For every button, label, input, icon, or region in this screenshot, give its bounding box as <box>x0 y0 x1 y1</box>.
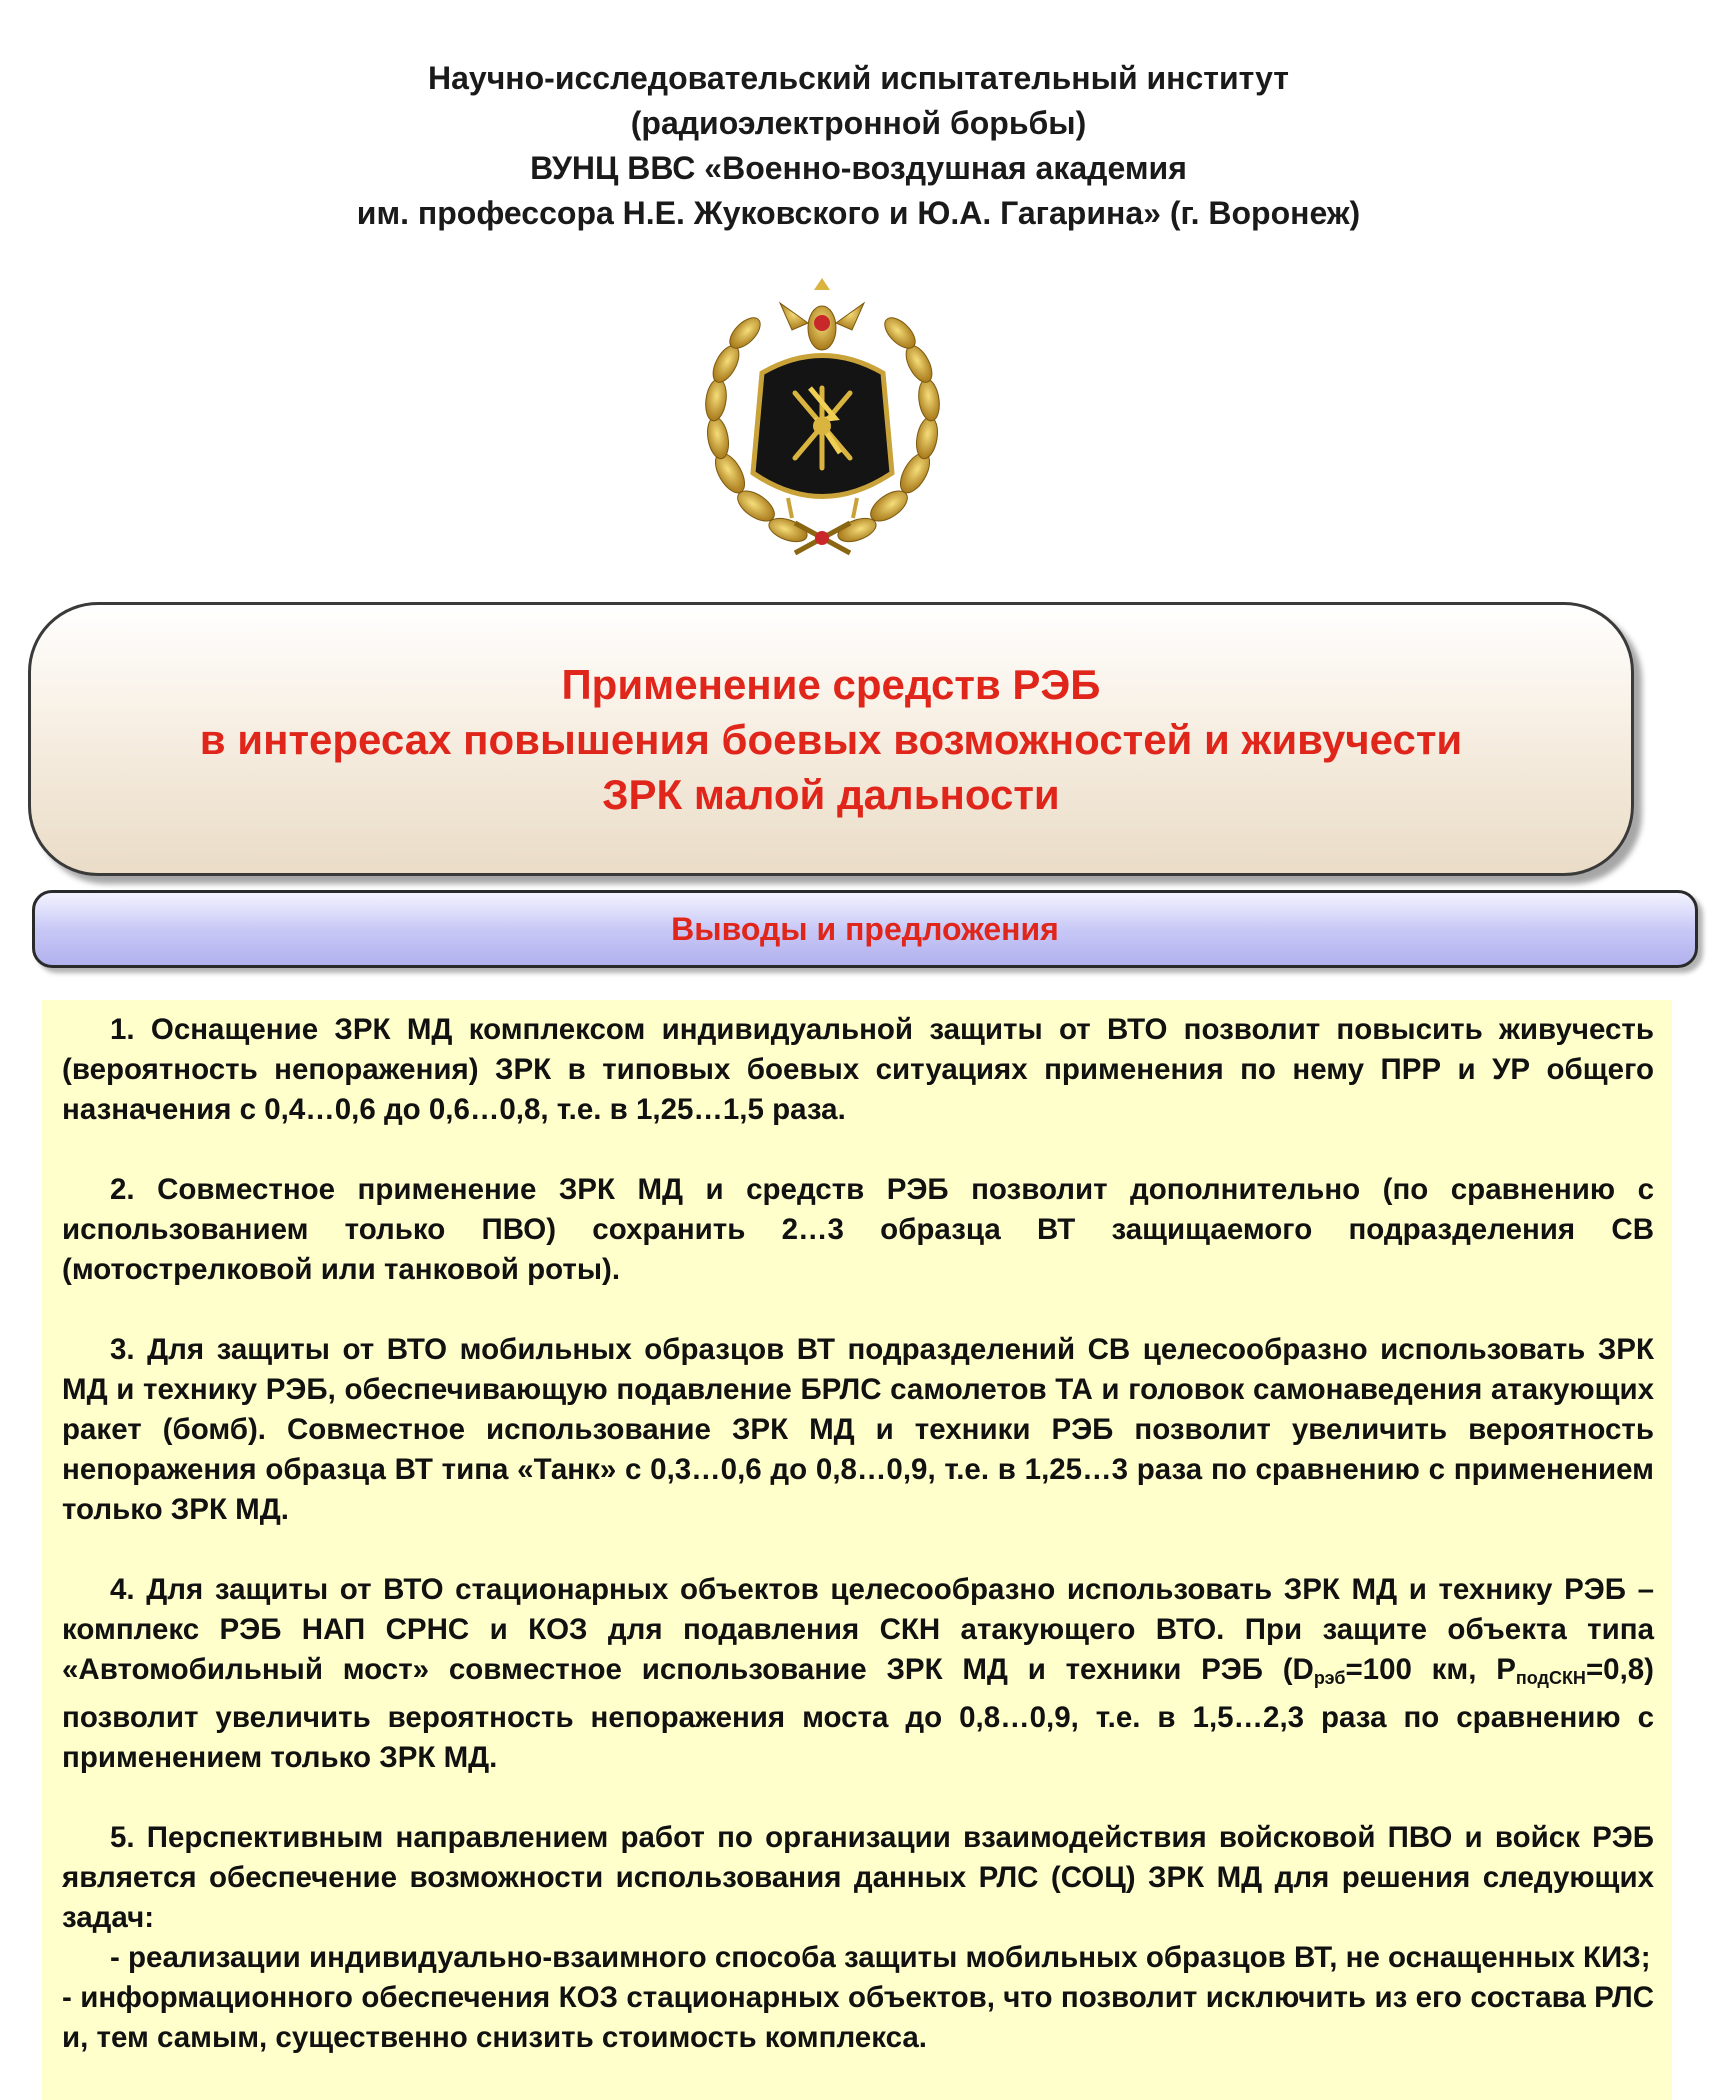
header-line: им. профессора Н.Е. Жуковского и Ю.А. Гагарина» (г. Воронеж) <box>356 195 1361 231</box>
title-line: ЗРК малой дальности <box>602 770 1060 818</box>
header-line: ВУНЦ ВВС «Военно-воздушная академия <box>530 150 1187 186</box>
institute-header <box>0 56 1717 236</box>
section-title: Выводы и предложения <box>671 910 1059 947</box>
conclusion-paragraph: 3. Для защиты от ВТО мобильных образцов ВТ подразделений СВ целесообразно использовать ЗРК МД и технику РЭБ, обеспечивающую подавление БРЛС самолетов ТА и головок самонаведения атакующих ракет (бомб). Совместное использование ЗРК МД и техники РЭБ позволит увеличить вероятность непоражения образца ВТ типа «Танк» с 0,3…0,6 до 0,8…0,9, т.е. в 1,25…3 раза по сравнению с применением только ЗРК МД. <box>62 1333 1654 1526</box>
paragraph-text: 4. Для защиты от ВТО стационарных объектов целесообразно использовать ЗРК МД и технику РЭБ – комплекс РЭБ НАП СРНС и КОЗ для подавления СКН атакующего ВТО. При защите объекта типа «Автомобильный мост» совместное использование ЗРК МД и техники РЭБ (D <box>62 1573 1654 1686</box>
conclusion-list-item: - реализации индивидуально-взаимного способа защиты мобильных образцов ВТ, не оснащенных КИЗ; <box>110 1941 1651 1974</box>
title-line: Применение средств РЭБ <box>561 660 1101 708</box>
header-line: Научно-исследовательский испытательный институт <box>428 60 1289 96</box>
subscript: рэб <box>1313 1668 1346 1688</box>
header-line: (радиоэлектронной борьбы) <box>630 105 1087 141</box>
presentation-title <box>28 602 1634 876</box>
conclusions-panel <box>42 1000 1672 2100</box>
conclusion-list-item: - информационного обеспечения КОЗ стационарных объектов, что позволит исключить из его состава РЛС и, тем самым, существенно снизить стоимость комплекса. <box>62 1981 1654 2054</box>
conclusion-paragraph <box>62 1570 1654 1778</box>
military-emblem-icon <box>700 268 945 568</box>
paragraph-text: =100 км, P <box>1345 1653 1516 1686</box>
paragraph-text: =0,8) позволит увеличить вероятность непоражения моста до 0,8…0,9, т.е. в 1,5…2,3 раза по сравнению с применением только ЗРК МД. <box>62 1653 1654 1774</box>
title-line: в интересах повышения боевых возможностей и живучести <box>199 715 1463 763</box>
section-header <box>32 890 1698 968</box>
conclusion-paragraph: 1. Оснащение ЗРК МД комплексом индивидуальной защиты от ВТО позволит повысить живучесть (вероятность непоражения) ЗРК в типовых боевых ситуациях применения по нему ПРР и УР общего назначения с 0,4…0,6 до 0,6…0,8, т.е. в 1,25…1,5 раза. <box>62 1013 1654 1126</box>
subscript: подСКН <box>1515 1668 1586 1688</box>
conclusion-paragraph: 5. Перспективным направлением работ по организации взаимодействия войсковой ПВО и войск РЭБ является обеспечение возможности использования данных РЛС (СОЦ) ЗРК МД для решения следующих задач: <box>62 1821 1654 1934</box>
conclusion-paragraph: 2. Совместное применение ЗРК МД и средств РЭБ позволит дополнительно (по сравнению с использованием только ПВО) сохранить 2…3 образца ВТ защищаемого подразделения СВ (мотострелковой или танковой роты). <box>62 1173 1654 1286</box>
